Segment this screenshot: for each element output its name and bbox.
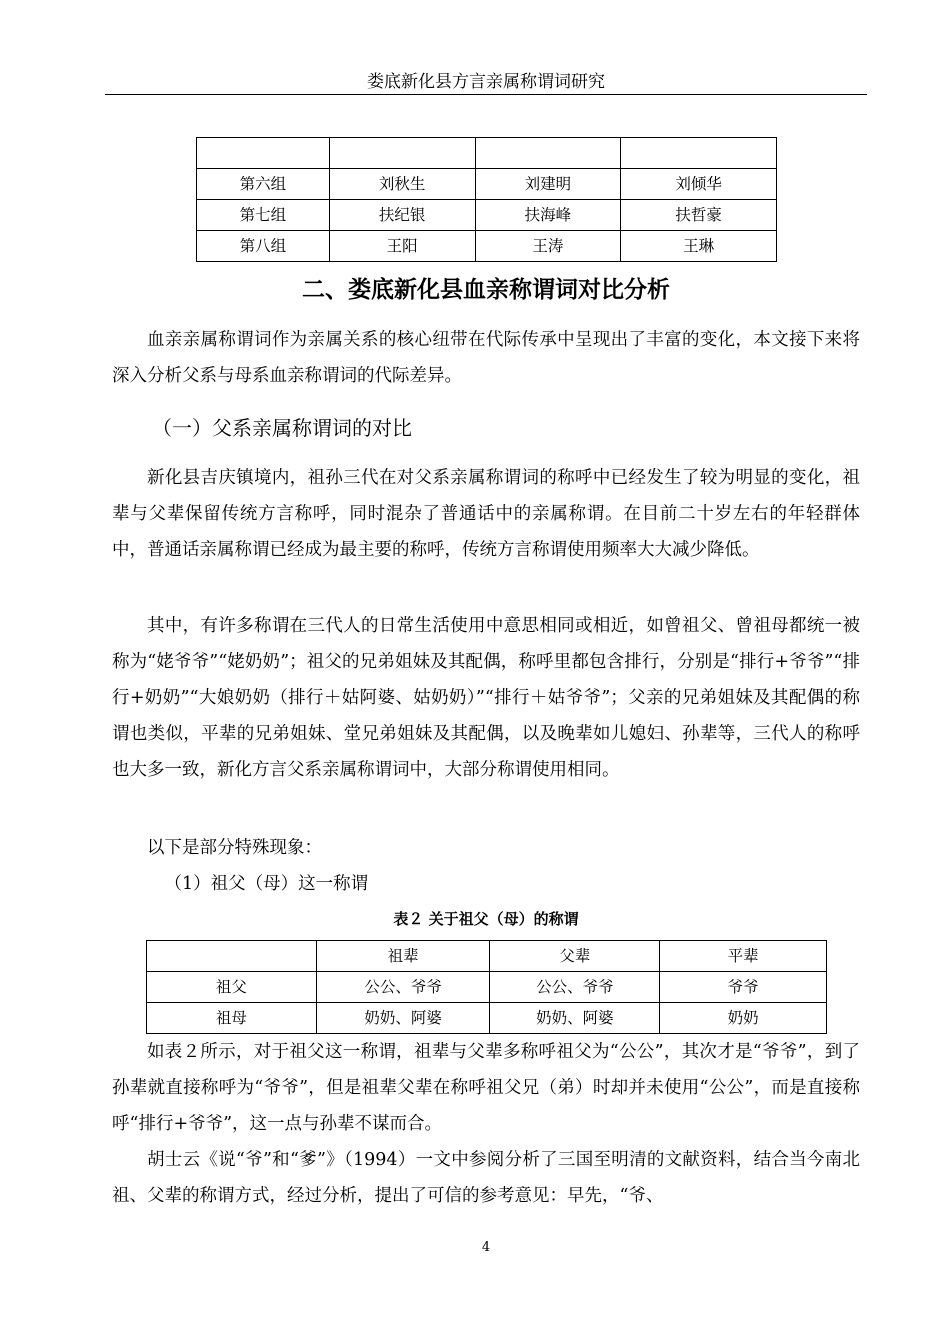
table-cell: 王涛 [475, 231, 621, 262]
table-cell: 祖母 [147, 1003, 317, 1034]
section-title: 二、娄底新化县血亲称谓词对比分析 [302, 277, 670, 303]
table-cell: 扶哲豪 [621, 200, 777, 231]
table-row [197, 200, 777, 231]
table-cell [621, 138, 777, 169]
table-row [197, 138, 777, 169]
table-cell: 公公、爷爷 [316, 972, 490, 1003]
table-row [197, 169, 777, 200]
body-paragraph-5: 胡士云《说“爷”和“爹”》（1994）一文中参阅分析了三国至明清的文献资料，结合当今南北祖、父辈的称谓方式，经过分析，提出了可信的参考意见：早先，“爷、 [112, 1150, 860, 1206]
body-paragraph-3: 以下是部分特殊现象： [147, 838, 322, 858]
table-cell: 第八组 [197, 231, 330, 262]
table-cell: 扶海峰 [475, 200, 621, 231]
table-cell: 扶纪银 [329, 200, 475, 231]
table-cell: 奶奶、阿婆 [316, 1003, 490, 1034]
table-cell: 刘秋生 [329, 169, 475, 200]
table-caption: 表２ 关于祖父（母）的称谓 [393, 910, 579, 928]
table-cell: 刘建明 [475, 169, 621, 200]
table-cell: 王琳 [621, 231, 777, 262]
list-item-heading: （1）祖父（母）这一称谓 [164, 874, 369, 894]
table-cell: 祖父 [147, 972, 317, 1003]
table-cell: 第七组 [197, 200, 330, 231]
table-cell [475, 138, 621, 169]
intro-paragraph: 血亲亲属称谓词作为亲属关系的核心纽带在代际传承中呈现出了丰富的变化，本文接下来将深入分析父系与母系血亲称谓词的代际差异。 [112, 330, 860, 386]
table-cell [197, 138, 330, 169]
body-paragraph-4: 如表２所示，对于祖父这一称谓，祖辈与父辈多称呼祖父为“公公”，其次才是“爷爷”，到了孙辈就直接称呼为“爷爷”，但是祖辈父辈在称呼祖父兄（弟）时却并未使用“公公”，而是直接称呼“排行+爷爷”，这一点与孙辈不谋而合。 [112, 1042, 860, 1134]
table-cell: 公公、爷爷 [490, 972, 660, 1003]
body-paragraph-1: 新化县吉庆镇境内，祖孙三代在对父系亲属称谓词的称呼中已经发生了较为明显的变化，祖辈与父辈保留传统方言称呼，同时混杂了普通话中的亲属称谓。在目前二十岁左右的年轻群体中，普通话亲属称谓已经成为最主要的称呼，传统方言称谓使用频率大大减少降低。 [112, 468, 860, 560]
table-header-cell: 父辈 [490, 941, 660, 972]
table-cell: 奶奶、阿婆 [490, 1003, 660, 1034]
table-header-cell: 平辈 [660, 941, 827, 972]
table-cell: 第六组 [197, 169, 330, 200]
table-header-cell [147, 941, 317, 972]
table-row [147, 972, 827, 1003]
table-cell: 爷爷 [660, 972, 827, 1003]
table-cell: 奶奶 [660, 1003, 827, 1034]
running-header: 娄底新化县方言亲属称谓词研究 [105, 70, 867, 95]
table-cell: 刘倾华 [621, 169, 777, 200]
table-row [197, 231, 777, 262]
table-cell: 王阳 [329, 231, 475, 262]
body-paragraph-2: 其中，有许多称谓在三代人的日常生活使用中意思相同或相近，如曾祖父、曾祖母都统一被称为“姥爷爷”“姥奶奶”；祖父的兄弟姐妹及其配偶，称呼里都包含排行，分别是“排行+爷爷”“排行+奶奶”“大娘奶奶（排行＋姑阿婆、姑奶奶）”“排行＋姑爷爷”；父亲的兄弟姐妹及其配偶的称谓也类似，平辈的兄弟姐妹、堂兄弟姐妹及其配偶，以及晚辈如儿媳妇、孙辈等，三代人的称呼也大多一致，新化方言父系亲属称谓词中，大部分称谓使用相同。 [112, 616, 860, 780]
table-header-cell: 祖辈 [316, 941, 490, 972]
table-cell [329, 138, 475, 169]
subsection-title: （一）父系亲属称谓词的对比 [152, 416, 412, 440]
group-members-table [196, 137, 777, 262]
page-number: 4 [481, 1240, 491, 1255]
table-row [147, 1003, 827, 1034]
grandparent-terms-table [146, 940, 827, 1034]
table-header-row [147, 941, 827, 972]
